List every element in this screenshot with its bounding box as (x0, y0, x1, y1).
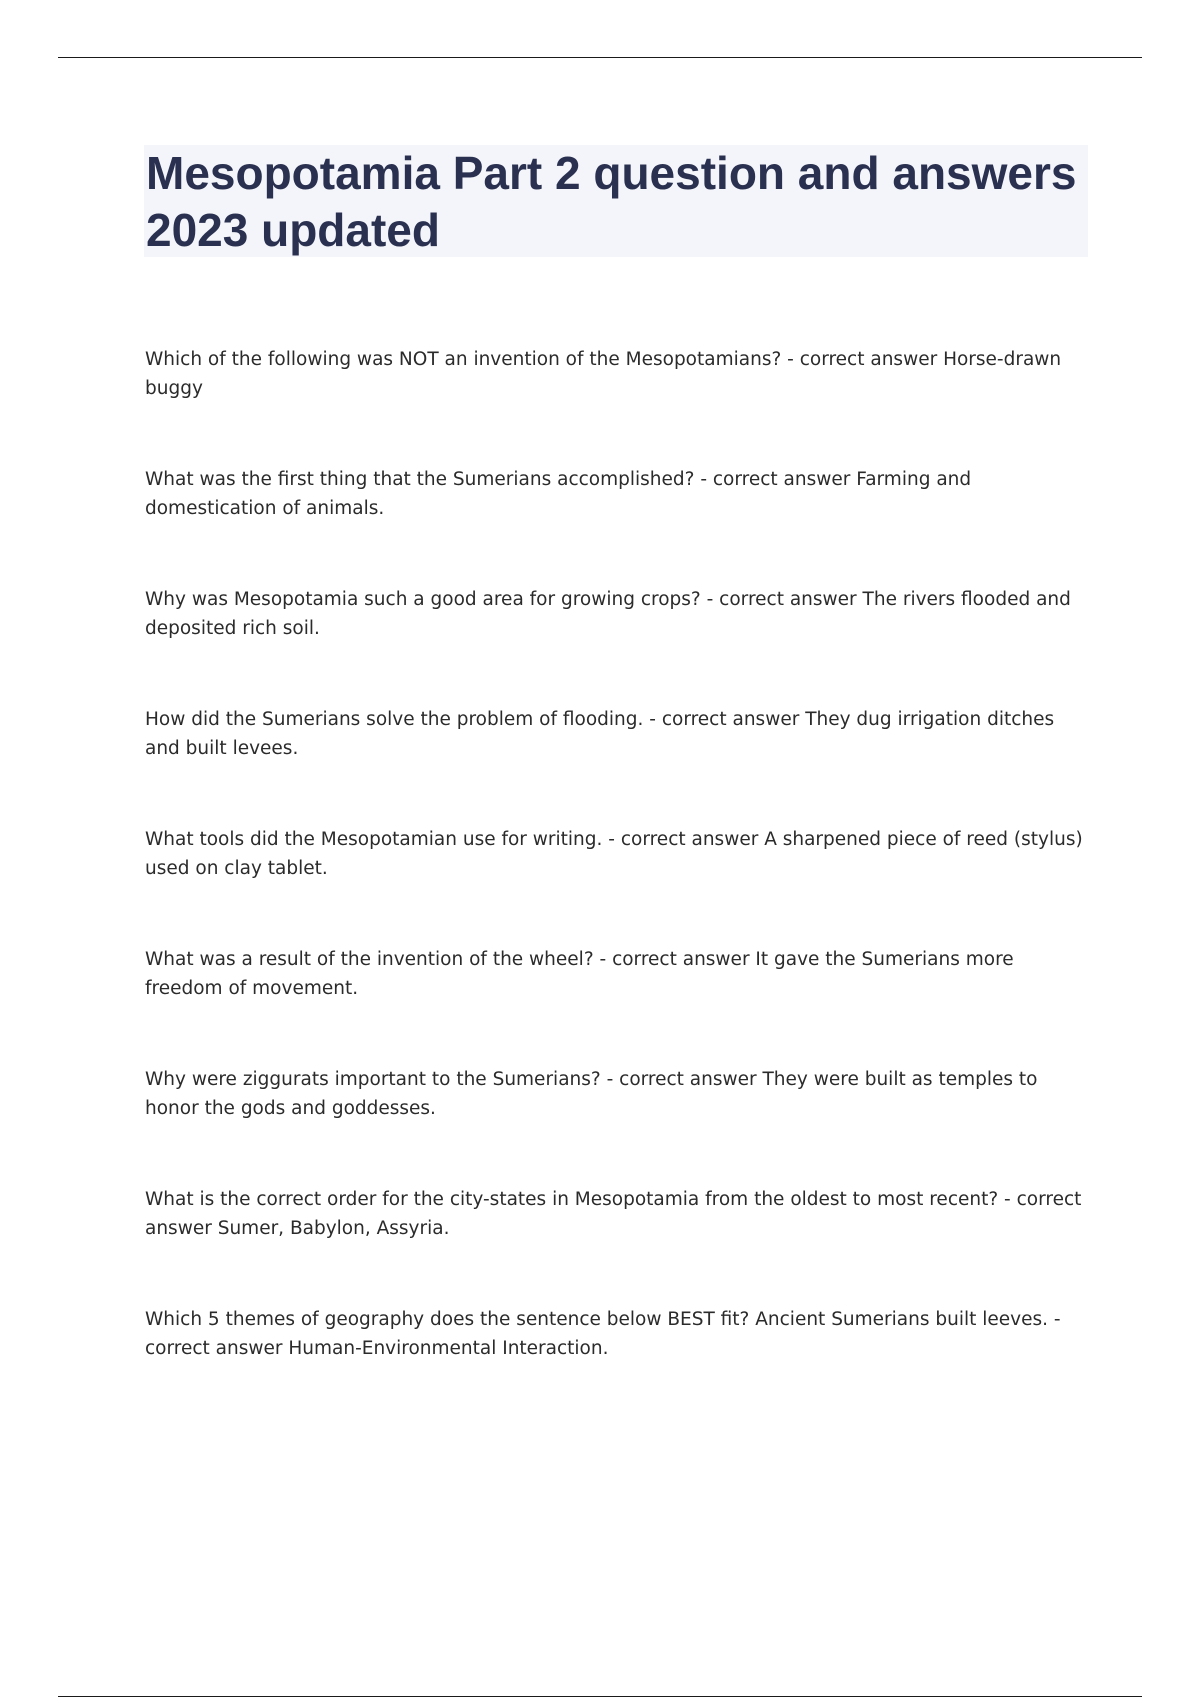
qa-item: Which of the following was NOT an invention of the Mesopotamians? - correct answer Horse-drawn buggy (145, 349, 1062, 399)
qa-item: What was a result of the invention of the wheel? - correct answer It gave the Sumerians more freedom of movement. (145, 949, 1014, 999)
document-title: Mesopotamia Part 2 question and answers 2023 updated (146, 147, 1077, 256)
title-banner (144, 145, 1088, 257)
qa-item: Why was Mesopotamia such a good area for growing crops? - correct answer The rivers flooded and deposited rich soil. (145, 589, 1071, 639)
page-top-rule (58, 57, 1142, 58)
qa-item: How did the Sumerians solve the problem of flooding. - correct answer They dug irrigation ditches and built levees. (145, 709, 1055, 759)
qa-item: Why were ziggurats important to the Sumerians? - correct answer They were built as temples to honor the gods and goddesses. (145, 1069, 1038, 1119)
qa-item: Which 5 themes of geography does the sentence below BEST fit? Ancient Sumerians built leeves. - correct answer Human-Environmental Interaction. (145, 1309, 1061, 1359)
qa-item: What is the correct order for the city-states in Mesopotamia from the oldest to most recent? - correct answer Sumer, Babylon, Assyria. (145, 1189, 1082, 1239)
qa-list (145, 345, 1090, 1363)
qa-item: What tools did the Mesopotamian use for writing. - correct answer A sharpened piece of reed (stylus) used on clay tablet. (145, 829, 1083, 879)
page-bottom-rule (58, 1696, 1142, 1697)
qa-item: What was the first thing that the Sumerians accomplished? - correct answer Farming and domestication of animals. (145, 469, 972, 519)
